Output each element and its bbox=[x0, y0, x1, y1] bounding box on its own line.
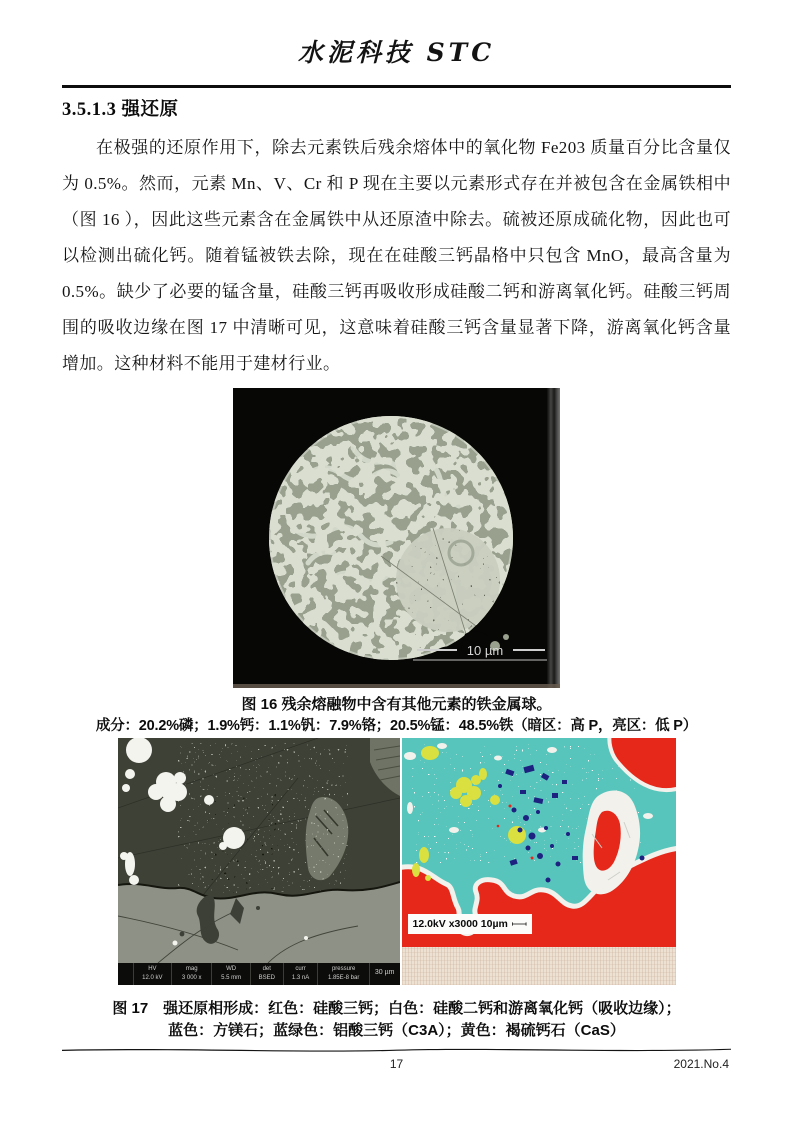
header-rule bbox=[62, 85, 731, 88]
photo-cream-border bbox=[402, 947, 676, 985]
map-scale-line-icon bbox=[512, 919, 527, 929]
figure16-wrap bbox=[62, 388, 731, 688]
sem-logo-cell bbox=[118, 963, 133, 985]
pressure-label: pressure bbox=[331, 965, 356, 972]
page-content bbox=[62, 0, 731, 1041]
det-value: BSED bbox=[258, 974, 275, 981]
figure17-sem-image bbox=[118, 738, 400, 985]
figure17-wrap bbox=[62, 738, 731, 985]
map-label-text: 12.0kV x3000 10µm bbox=[412, 917, 508, 930]
photo-bottom-edge bbox=[233, 684, 560, 688]
scale-bar-17-label: 30 µm bbox=[374, 969, 395, 977]
det-label: det bbox=[262, 965, 271, 972]
bottom-light-region bbox=[118, 882, 400, 963]
page-number: 17 bbox=[389, 1057, 404, 1071]
sem-det-cell bbox=[250, 963, 283, 985]
figure17-caption-line1: 图 17 强还原相形成：红色：硅酸三钙；白色：硅酸二钙和游离氧化钙（吸收边缘）； bbox=[112, 999, 681, 1017]
section-heading: 3.5.1.3 强还原 bbox=[62, 99, 179, 120]
hv-label: HV bbox=[148, 965, 157, 972]
wd-label: WD bbox=[226, 965, 237, 972]
map-label-box bbox=[408, 914, 532, 934]
scale-bar-16-label: 10 µm bbox=[466, 642, 504, 658]
sem-wd-cell bbox=[211, 963, 249, 985]
sem-hv-cell bbox=[133, 963, 171, 985]
figure17-sem-graphic bbox=[118, 738, 400, 963]
hv-value: 12.0 kV bbox=[142, 974, 163, 981]
page-footer bbox=[62, 1046, 731, 1075]
figure17-caption-line2: 蓝色：方镁石；蓝绿色：铝酸三钙（C3A）；黄色：褐硫钙石（CaS） bbox=[168, 1021, 625, 1039]
figure16-caption: 图 16 残余熔融物中含有其他元素的铁金属球。 bbox=[241, 695, 552, 713]
pressure-value: 1.85E-8 bar bbox=[327, 974, 360, 981]
figure16-sem-graphic bbox=[233, 388, 560, 688]
detached-fragment-2 bbox=[503, 634, 509, 640]
curr-value: 1.3 nA bbox=[291, 974, 310, 981]
figure16-image bbox=[233, 388, 560, 688]
curr-label: curr bbox=[295, 965, 306, 972]
footer-rule bbox=[62, 1046, 731, 1054]
sem-scale-cell bbox=[369, 963, 400, 985]
photo-edge-band bbox=[547, 388, 560, 688]
sem-mag-cell bbox=[171, 963, 211, 985]
wd-value: 5.5 mm bbox=[221, 974, 242, 981]
figure17-phase-map bbox=[402, 738, 676, 985]
sem-pressure-cell bbox=[317, 963, 368, 985]
body-paragraph: 在极强的还原作用下，除去元素铁后残余熔体中的氧化物 Fe203 质量百分比含量仅为 0.5%。然而，元素 Mn、V、Cr 和 P 现在主要以元素形式存在并被包含在金属铁相中（图 16 ），因此这些元素含在金属铁中从还原渣中除去。硫被还原成硫化物，因此也可以检测出硫化钙。随着锰被铁去除，现在在硅酸三钙晶格中只包含 MnO，最高含量为 0.5%。缺少了必要的锰含量，硅酸三钙再吸收形成硅酸二钙和游离氧化钙。硅酸三钙周围的吸收边缘在图 17 中清晰可见，这意味着硅酸三钙含量显著下降，游离氧化钙含量增加。这种材料不能用于建材行业。 bbox=[62, 137, 731, 373]
mag-value: 3 000 x bbox=[181, 974, 202, 981]
footer-text-row bbox=[62, 1057, 731, 1075]
mag-label: mag bbox=[185, 965, 198, 972]
issue-label: 2021.No.4 bbox=[673, 1057, 729, 1071]
figure16-composition: 成分：20.2%磷；1.9%钙：1.1%钒：7.9%铬；20.5%锰：48.5%铁（暗区：高 P，亮区：低 P） bbox=[95, 717, 698, 734]
sem-curr-cell bbox=[283, 963, 318, 985]
journal-title: 水泥科技 STC bbox=[297, 38, 496, 67]
sem-info-bar bbox=[118, 963, 400, 985]
